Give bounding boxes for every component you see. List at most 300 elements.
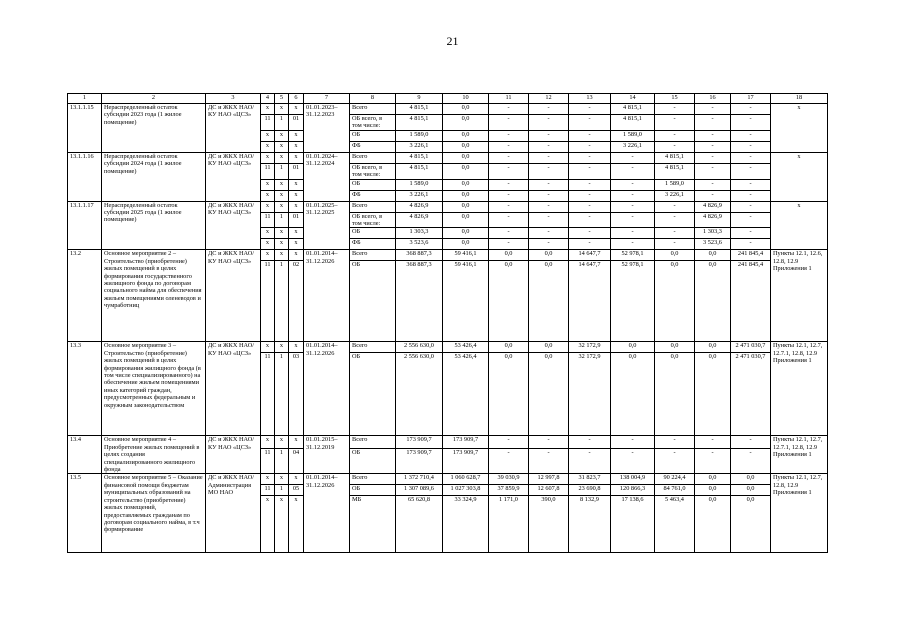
amount-cell: 0,0 (655, 261, 695, 342)
amount-cell: - (655, 436, 695, 448)
table-row (68, 474, 828, 485)
row-period: 01.01.2014– 31.12.2026 (304, 474, 350, 553)
funding-source: ОБ (350, 179, 396, 190)
amount-cell: 241 845,4 (731, 261, 771, 342)
code-col4: 11 (261, 115, 275, 131)
row-executor: ДС и ЖКХ НАО/ КУ НАО «ЦСЗ» (206, 152, 261, 201)
amount-cell: - (655, 212, 695, 228)
funding-source: Всего (350, 250, 396, 261)
amount-cell: 4 826,9 (695, 201, 731, 212)
amount-cell: - (695, 104, 731, 115)
amount-cell: 33 324,9 (443, 496, 489, 553)
amount-cell: 14 647,7 (569, 261, 611, 342)
amount-cell: 1 589,0 (611, 130, 655, 141)
column-header: 9 (396, 94, 443, 104)
code-col5: х (275, 239, 289, 250)
amount-cell: - (569, 190, 611, 201)
amount-cell: - (611, 239, 655, 250)
funding-source: ОБ всего, в том числе: (350, 212, 396, 228)
amount-cell: - (731, 190, 771, 201)
amount-cell: - (529, 212, 569, 228)
amount-cell: 1 372 710,4 (396, 474, 443, 485)
amount-cell: 39 030,9 (489, 474, 529, 485)
amount-cell: 0,0 (731, 485, 771, 496)
row-code: 13.2 (68, 250, 102, 342)
amount-cell: - (695, 179, 731, 190)
funding-source: Всего (350, 201, 396, 212)
amount-cell: 1 303,3 (695, 228, 731, 239)
amount-cell: 32 172,9 (569, 353, 611, 436)
code-col4: х (261, 104, 275, 115)
amount-cell: 1 589,0 (396, 179, 443, 190)
funding-source: МБ (350, 496, 396, 553)
amount-cell: - (529, 179, 569, 190)
row-name: Нераспределенный остаток субсидии 2024 года (1 жилое помещение) (102, 152, 206, 201)
amount-cell: - (569, 179, 611, 190)
amount-cell: 0,0 (443, 201, 489, 212)
amount-cell: 0,0 (443, 179, 489, 190)
amount-cell: 5 463,4 (655, 496, 695, 553)
amount-cell: - (655, 141, 695, 152)
code-col4: х (261, 141, 275, 152)
code-col5: х (275, 130, 289, 141)
amount-cell: 3 226,1 (396, 141, 443, 152)
funding-source: ОБ (350, 353, 396, 436)
code-col6: 01 (289, 163, 304, 179)
amount-cell: - (611, 448, 655, 474)
amount-cell: - (695, 163, 731, 179)
amount-cell: 0,0 (695, 474, 731, 485)
amount-cell: 53 426,4 (443, 353, 489, 436)
amount-cell: 3 226,1 (611, 141, 655, 152)
code-col6: х (289, 104, 304, 115)
funding-source: ОБ (350, 130, 396, 141)
amount-cell: 0,0 (695, 353, 731, 436)
amount-cell: - (655, 228, 695, 239)
amount-cell: - (731, 179, 771, 190)
column-header: 2 (102, 94, 206, 104)
row-name: Основное мероприятие 2 – Строительство (приобретение) жилых помещений в целях формирования государственного жилищного фонда по договорам социального найма для обеспечения жильем помещениями оленеводов и чумработниц (102, 250, 206, 342)
amount-cell: - (489, 436, 529, 448)
amount-cell: - (569, 448, 611, 474)
code-col5: х (275, 179, 289, 190)
row-period: 01.01.2014– 31.12.2026 (304, 250, 350, 342)
code-col4: х (261, 239, 275, 250)
funding-source: ФБ (350, 190, 396, 201)
code-col6: 01 (289, 212, 304, 228)
amount-cell: 0,0 (611, 353, 655, 436)
row-code: 13.4 (68, 436, 102, 474)
funding-source: Всего (350, 152, 396, 163)
amount-cell: 0,0 (443, 104, 489, 115)
amount-cell: 0,0 (695, 250, 731, 261)
row-executor: ДС и ЖКХ НАО/ КУ НАО «ЦСЗ» (206, 436, 261, 474)
amount-cell: 0,0 (695, 342, 731, 353)
table-row (68, 152, 828, 163)
code-col5: х (275, 141, 289, 152)
amount-cell: - (529, 228, 569, 239)
row-executor: ДС и ЖКХ НАО/ КУ НАО «ЦСЗ» (206, 104, 261, 153)
amount-cell: - (569, 201, 611, 212)
amount-cell: - (569, 239, 611, 250)
amount-cell: - (655, 448, 695, 474)
code-col4: х (261, 342, 275, 353)
amount-cell: 0,0 (489, 353, 529, 436)
row-executor: ДС и ЖКХ НАО/ Администрация МО НАО (206, 474, 261, 553)
funding-source: Всего (350, 104, 396, 115)
amount-cell: 4 815,1 (611, 104, 655, 115)
amount-cell: - (611, 179, 655, 190)
row-name: Нераспределенный остаток субсидии 2023 года (1 жилое помещение) (102, 104, 206, 153)
amount-cell: - (731, 104, 771, 115)
code-col5: 1 (275, 448, 289, 474)
row-code: 13.5 (68, 474, 102, 553)
amount-cell: - (611, 436, 655, 448)
amount-cell: - (529, 130, 569, 141)
funding-source: ОБ (350, 448, 396, 474)
row-note: х (771, 152, 828, 201)
page-number: 21 (446, 34, 459, 48)
row-code: 13.1.1.15 (68, 104, 102, 153)
amount-cell: - (489, 179, 529, 190)
amount-cell: 32 172,9 (569, 342, 611, 353)
amount-cell: - (731, 201, 771, 212)
code-col5: х (275, 436, 289, 448)
column-header: 4 (261, 94, 275, 104)
row-period: 01.01.2023– 31.12.2023 (304, 104, 350, 153)
row-note: Пункты 12.1, 12.7, 12.8, 12.9 Приложения 1 (771, 474, 828, 553)
amount-cell: - (569, 228, 611, 239)
amount-cell: 0,0 (443, 190, 489, 201)
code-col5: х (275, 474, 289, 485)
amount-cell: - (695, 436, 731, 448)
amount-cell: 138 004,9 (611, 474, 655, 485)
table-row (68, 342, 828, 353)
amount-cell: 241 845,4 (731, 250, 771, 261)
row-period: 01.01.2014– 31.12.2026 (304, 342, 350, 436)
code-col5: х (275, 190, 289, 201)
amount-cell: 0,0 (529, 353, 569, 436)
funding-source: ОБ всего, в том числе: (350, 115, 396, 131)
amount-cell: 84 761,0 (655, 485, 695, 496)
funding-source: ФБ (350, 141, 396, 152)
row-note: х (771, 201, 828, 250)
amount-cell: - (529, 448, 569, 474)
amount-cell: - (655, 239, 695, 250)
code-col6: 05 (289, 485, 304, 496)
code-col5: х (275, 201, 289, 212)
amount-cell: - (655, 115, 695, 131)
amount-cell: 14 647,7 (569, 250, 611, 261)
code-col6: х (289, 239, 304, 250)
funding-source: ОБ всего, в том числе: (350, 163, 396, 179)
amount-cell: 2 556 630,0 (396, 342, 443, 353)
code-col5: х (275, 496, 289, 553)
funding-source: ФБ (350, 239, 396, 250)
amount-cell: 368 887,3 (396, 250, 443, 261)
amount-cell: - (489, 448, 529, 474)
amount-cell: - (569, 212, 611, 228)
amount-cell: 0,0 (443, 141, 489, 152)
row-executor: ДС и ЖКХ НАО/ КУ НАО «ЦСЗ» (206, 342, 261, 436)
amount-cell: 0,0 (443, 130, 489, 141)
amount-cell: 0,0 (695, 496, 731, 553)
funding-source: Всего (350, 474, 396, 485)
code-col6: 03 (289, 353, 304, 436)
amount-cell: 390,0 (529, 496, 569, 553)
column-header: 16 (695, 94, 731, 104)
amount-cell: 173 909,7 (443, 436, 489, 448)
amount-cell: 12 607,8 (529, 485, 569, 496)
column-header: 6 (289, 94, 304, 104)
amount-cell: - (529, 115, 569, 131)
code-col6: х (289, 474, 304, 485)
amount-cell: 4 815,1 (396, 104, 443, 115)
amount-cell: 2 471 030,7 (731, 353, 771, 436)
amount-cell: - (569, 130, 611, 141)
amount-cell: 368 887,3 (396, 261, 443, 342)
row-note: Пункты 12.1, 12.7, 12.7.1, 12.8, 12.9 Приложения 1 (771, 342, 828, 436)
amount-cell: 8 132,9 (569, 496, 611, 553)
amount-cell: 173 909,7 (396, 436, 443, 448)
code-col5: 1 (275, 163, 289, 179)
amount-cell: 59 416,1 (443, 261, 489, 342)
amount-cell: - (489, 239, 529, 250)
amount-cell: - (731, 163, 771, 179)
code-col4: х (261, 436, 275, 448)
row-period: 01.01.2015– 31.12.2019 (304, 436, 350, 474)
amount-cell: 0,0 (443, 212, 489, 228)
amount-cell: 0,0 (489, 342, 529, 353)
amount-cell: 0,0 (611, 342, 655, 353)
amount-cell: - (611, 228, 655, 239)
column-header: 12 (529, 94, 569, 104)
amount-cell: 23 690,8 (569, 485, 611, 496)
funding-source: Всего (350, 342, 396, 353)
code-col5: х (275, 250, 289, 261)
funding-source: ОБ (350, 261, 396, 342)
amount-cell: 0,0 (529, 261, 569, 342)
amount-cell: 37 859,9 (489, 485, 529, 496)
amount-cell: - (529, 190, 569, 201)
amount-cell: 0,0 (655, 250, 695, 261)
code-col6: х (289, 250, 304, 261)
code-col4: х (261, 179, 275, 190)
amount-cell: - (569, 152, 611, 163)
amount-cell: - (529, 163, 569, 179)
amount-cell: - (529, 152, 569, 163)
amount-cell: - (731, 141, 771, 152)
row-period: 01.01.2025– 31.12.2025 (304, 201, 350, 250)
code-col6: х (289, 342, 304, 353)
table-row (68, 250, 828, 261)
amount-cell: - (489, 104, 529, 115)
amount-cell: 1 589,0 (655, 179, 695, 190)
code-col4: 11 (261, 448, 275, 474)
code-col6: х (289, 228, 304, 239)
amount-cell: - (489, 228, 529, 239)
amount-cell: 3 523,6 (396, 239, 443, 250)
amount-cell: 4 815,1 (611, 115, 655, 131)
amount-cell: 0,0 (655, 342, 695, 353)
amount-cell: - (731, 115, 771, 131)
code-col5: х (275, 342, 289, 353)
table-row (68, 201, 828, 212)
amount-cell: - (611, 190, 655, 201)
amount-cell: - (569, 163, 611, 179)
column-header: 11 (489, 94, 529, 104)
code-col4: х (261, 250, 275, 261)
code-col6: 01 (289, 115, 304, 131)
column-header: 15 (655, 94, 695, 104)
column-header: 7 (304, 94, 350, 104)
amount-cell: - (655, 201, 695, 212)
amount-cell: - (695, 115, 731, 131)
amount-cell: - (611, 201, 655, 212)
amount-cell: 90 224,4 (655, 474, 695, 485)
amount-cell: 3 226,1 (655, 190, 695, 201)
funding-source: ОБ (350, 228, 396, 239)
amount-cell: - (529, 436, 569, 448)
column-header: 13 (569, 94, 611, 104)
amount-cell: 120 866,3 (611, 485, 655, 496)
amount-cell: 0,0 (731, 496, 771, 553)
amount-cell: - (695, 152, 731, 163)
code-col4: х (261, 228, 275, 239)
code-col5: х (275, 104, 289, 115)
amount-cell: - (489, 115, 529, 131)
code-col5: 1 (275, 212, 289, 228)
amount-cell: 1 589,0 (396, 130, 443, 141)
amount-cell: 4 815,1 (396, 115, 443, 131)
amount-cell: 1 307 089,6 (396, 485, 443, 496)
amount-cell: 0,0 (695, 485, 731, 496)
amount-cell: - (611, 212, 655, 228)
column-header: 18 (771, 94, 828, 104)
amount-cell: - (731, 212, 771, 228)
code-col6: х (289, 436, 304, 448)
amount-cell: - (529, 239, 569, 250)
amount-cell: 53 426,4 (443, 342, 489, 353)
code-col5: 1 (275, 115, 289, 131)
amount-cell: - (489, 201, 529, 212)
amount-cell: - (695, 190, 731, 201)
amount-cell: 0,0 (443, 239, 489, 250)
amount-cell: 173 909,7 (396, 448, 443, 474)
amount-cell: 1 303,3 (396, 228, 443, 239)
code-col4: х (261, 130, 275, 141)
row-note: Пункты 12.1, 12.6, 12.8, 12.9 Приложения 1 (771, 250, 828, 342)
amount-cell: - (529, 141, 569, 152)
amount-cell: 0,0 (443, 163, 489, 179)
code-col6: х (289, 130, 304, 141)
code-col4: х (261, 190, 275, 201)
code-col4: 11 (261, 485, 275, 496)
amount-cell: 2 556 630,0 (396, 353, 443, 436)
row-name: Основное мероприятие 5 – Оказание финансовой помощи бюджетам муниципальных образований на строительство (приобретение) жилых помещений, предоставляемых гражданам по договорам социального найма, в т.ч формирование (102, 474, 206, 553)
code-col5: х (275, 152, 289, 163)
code-col6: х (289, 496, 304, 553)
amount-cell: 4 826,9 (396, 212, 443, 228)
code-col6: х (289, 152, 304, 163)
amount-cell: 12 997,8 (529, 474, 569, 485)
row-code: 13.3 (68, 342, 102, 436)
table-row (68, 104, 828, 115)
amount-cell: 173 909,7 (443, 448, 489, 474)
code-col4: 11 (261, 353, 275, 436)
row-period: 01.01.2024– 31.12.2024 (304, 152, 350, 201)
code-col4: х (261, 474, 275, 485)
amount-cell: - (731, 130, 771, 141)
amount-cell: 1 171,0 (489, 496, 529, 553)
amount-cell: - (529, 104, 569, 115)
amount-cell: 17 138,6 (611, 496, 655, 553)
amount-cell: 0,0 (529, 342, 569, 353)
amount-cell: - (489, 190, 529, 201)
row-note: х (771, 104, 828, 153)
header-row (68, 94, 828, 104)
amount-cell: 0,0 (443, 152, 489, 163)
amount-cell: 4 815,1 (396, 152, 443, 163)
amount-cell: - (731, 239, 771, 250)
code-col6: х (289, 179, 304, 190)
code-col6: х (289, 190, 304, 201)
row-name: Основное мероприятие 4 – Приобретение жилых помещений в целях создания специализированного жилищного фонда (102, 436, 206, 474)
amount-cell: - (569, 115, 611, 131)
amount-cell: - (695, 130, 731, 141)
column-header: 3 (206, 94, 261, 104)
row-name: Основное мероприятие 3 – Строительство (приобретение) жилых помещений в целях формирования жилищного фонда (в том числе специализированного) на обеспечение жильем помещениями иных категорий граждан, предусмотренных федеральным и окружным законодательством (102, 342, 206, 436)
code-col4: 11 (261, 261, 275, 342)
amount-cell: 0,0 (489, 250, 529, 261)
amount-cell: - (731, 436, 771, 448)
column-header: 8 (350, 94, 396, 104)
amount-cell: 4 815,1 (396, 163, 443, 179)
amount-cell: 0,0 (731, 474, 771, 485)
row-name: Нераспределенный остаток субсидии 2025 года (1 жилое помещение) (102, 201, 206, 250)
amount-cell: - (731, 152, 771, 163)
amount-cell: 3 226,1 (396, 190, 443, 201)
amount-cell: - (655, 130, 695, 141)
amount-cell: - (731, 228, 771, 239)
code-col4: 11 (261, 163, 275, 179)
code-col4: х (261, 201, 275, 212)
code-col4: х (261, 152, 275, 163)
code-col5: х (275, 228, 289, 239)
amount-cell: 2 471 030,7 (731, 342, 771, 353)
amount-cell: 1 060 628,7 (443, 474, 489, 485)
amount-cell: - (695, 141, 731, 152)
amount-cell: 0,0 (489, 261, 529, 342)
amount-cell: - (569, 141, 611, 152)
amount-cell: 0,0 (443, 228, 489, 239)
amount-cell: 0,0 (443, 115, 489, 131)
code-col4: х (261, 496, 275, 553)
funding-source: ОБ (350, 485, 396, 496)
amount-cell: 52 978,1 (611, 261, 655, 342)
code-col6: х (289, 141, 304, 152)
code-col5: 1 (275, 485, 289, 496)
column-header: 1 (68, 94, 102, 104)
funding-source: Всего (350, 436, 396, 448)
amount-cell: - (611, 163, 655, 179)
amount-cell: - (655, 104, 695, 115)
code-col5: 1 (275, 353, 289, 436)
amount-cell: 4 815,1 (655, 163, 695, 179)
code-col6: 04 (289, 448, 304, 474)
amount-cell: - (529, 201, 569, 212)
column-header: 10 (443, 94, 489, 104)
